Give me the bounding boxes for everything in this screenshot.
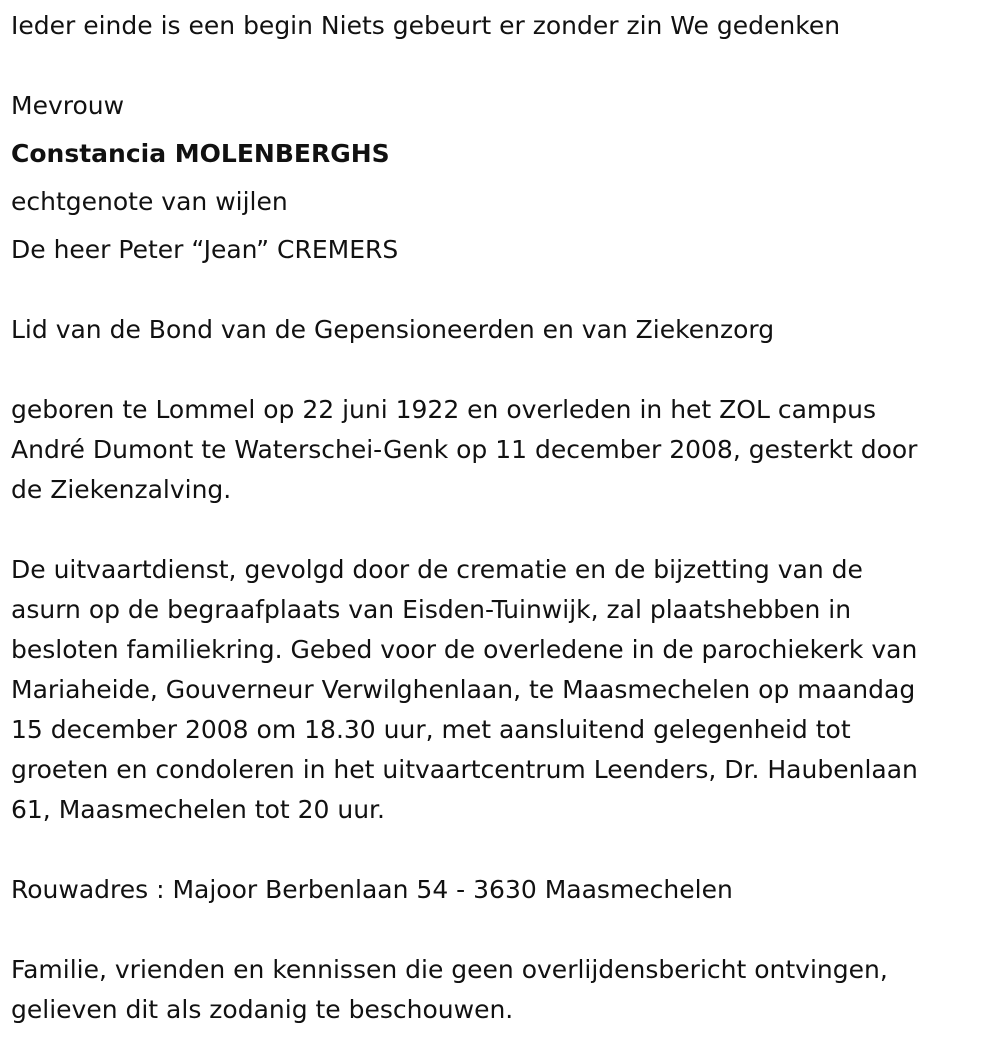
- closing-line: Familie, vrienden en kennissen die geen overlijdensbericht ontvingen,: [11, 955, 888, 984]
- relation-text: echtgenote van wijlen: [11, 187, 288, 216]
- deceased-name: Constancia MOLENBERGHS: [11, 139, 390, 168]
- mourning-address: Rouwadres : Majoor Berbenlaan 54 - 3630 Maasmechelen: [11, 875, 733, 904]
- motto-text: Ieder einde is een begin Niets gebeurt er zonder zin We gedenken: [11, 11, 841, 40]
- birth-death-line: de Ziekenzalving.: [11, 475, 232, 504]
- salutation: Mevrouw: [11, 91, 125, 120]
- funeral-line: 15 december 2008 om 18.30 uur, met aansluitend gelegenheid tot: [11, 715, 851, 744]
- spouse-name: De heer Peter “Jean” CREMERS: [11, 235, 399, 264]
- membership-text: Lid van de Bond van de Gepensioneerden en van Ziekenzorg: [11, 315, 775, 344]
- birth-death-line: André Dumont te Waterschei-Genk op 11 december 2008, gesterkt door: [11, 435, 918, 464]
- closing-line: gelieven dit als zodanig te beschouwen.: [11, 995, 514, 1024]
- funeral-line: besloten familiekring. Gebed voor de overledene in de parochiekerk van: [11, 635, 918, 664]
- funeral-line: asurn op de begraafplaats van Eisden-Tuinwijk, zal plaatshebben in: [11, 595, 852, 624]
- funeral-line: Mariaheide, Gouverneur Verwilghenlaan, te Maasmechelen op maandag: [11, 675, 916, 704]
- funeral-line: De uitvaartdienst, gevolgd door de crematie en de bijzetting van de: [11, 555, 863, 584]
- funeral-paragraph: [11, 550, 989, 830]
- birth-death-line: geboren te Lommel op 22 juni 1922 en overleden in het ZOL campus: [11, 395, 877, 424]
- birth-death-paragraph: [11, 390, 989, 510]
- closing-paragraph: [11, 950, 989, 1030]
- funeral-line: groeten en condoleren in het uitvaartcentrum Leenders, Dr. Haubenlaan: [11, 755, 918, 784]
- funeral-line: 61, Maasmechelen tot 20 uur.: [11, 795, 385, 824]
